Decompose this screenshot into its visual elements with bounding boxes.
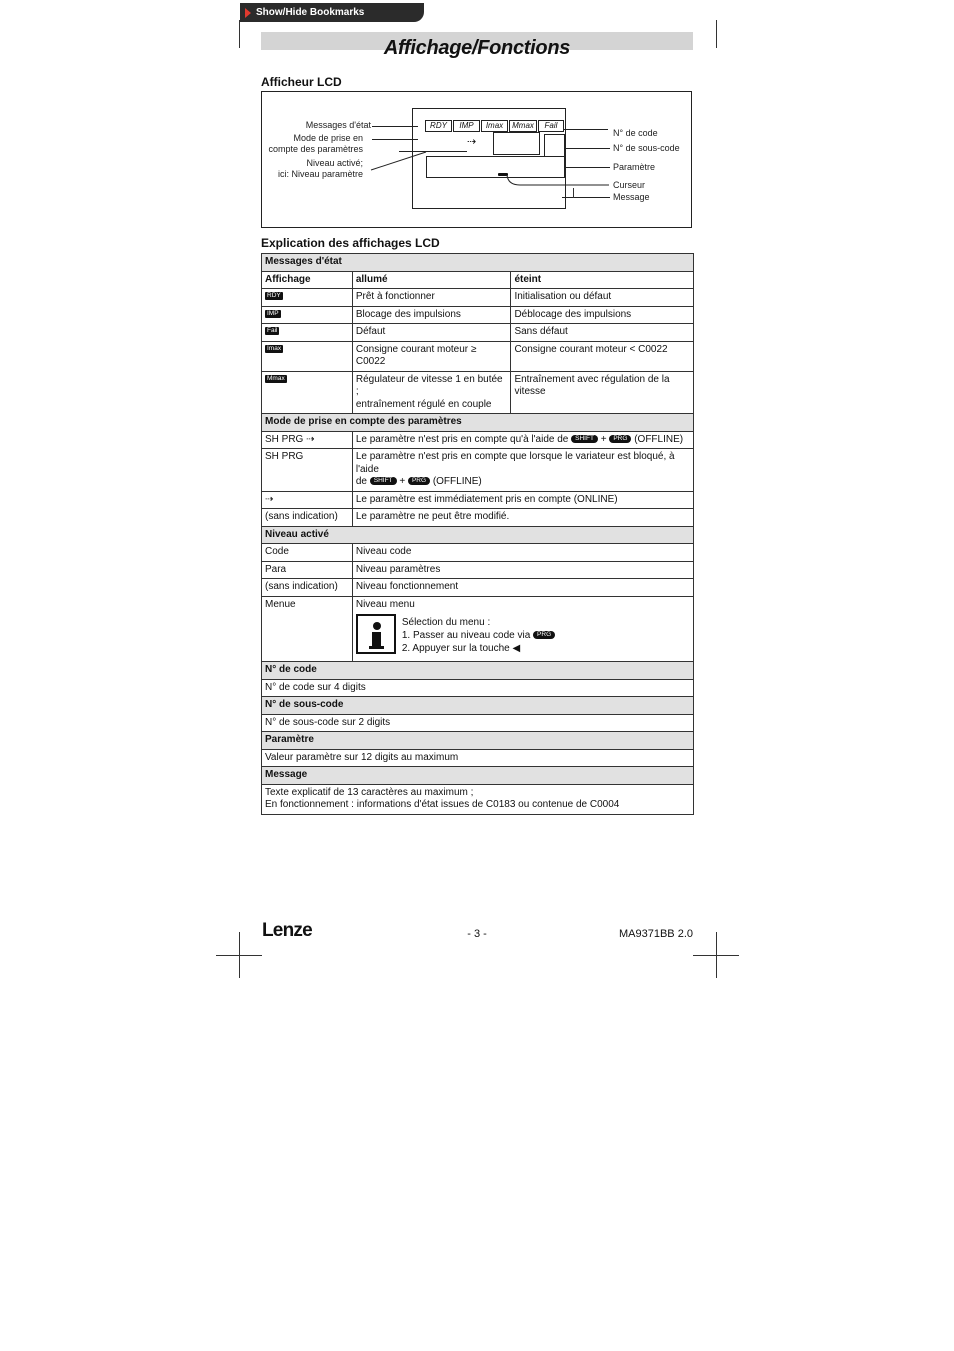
status-badge: Fail [267,327,278,335]
document-id: MA9371BB 2.0 [619,928,693,940]
table-row [262,714,694,732]
lcd-tag: Mmax [509,120,537,132]
left-circle-arrow-icon: ◀ [512,643,521,654]
table-row [262,679,694,697]
cell: Niveau code [352,544,693,562]
crop-mark [716,20,717,48]
page-title: Affichage/Fonctions [383,37,571,59]
cell: Le paramètre est immédiatement pris en compte (ONLINE) [352,491,693,509]
online-arrow-icon: ⇢ [467,136,477,148]
info-icon [356,614,396,654]
cell: Prêt à fonctionner [352,289,511,307]
table-row [262,324,694,342]
cell: Le paramètre n'est pris en compte que lorsque le variateur est bloqué, à l'aide de SHIFT + PRG (OFFLINE) [352,449,693,492]
section-header-etat: Messages d'état [262,254,694,272]
status-badge: Imax [267,344,282,352]
bookmark-tab-label: Show/Hide Bookmarks [256,7,365,18]
cell: Initialisation ou défaut [511,289,694,307]
label-niveau-l1: Niveau activé; [306,158,363,168]
section-header-souscode: N° de sous-code [262,697,694,715]
table-row [262,449,694,492]
cell: Niveau fonctionnement [352,579,693,597]
lcd-diagram [261,91,692,228]
cell: Consigne courant moteur ≥ C0022 [352,341,511,371]
lcd-screen [412,108,566,209]
label-mode-l1: Mode de prise en [293,133,363,143]
shift-key-icon: SHIFT [370,477,397,485]
subcode-field [544,134,565,157]
lcd-explanation-table [261,253,694,815]
label-code: N° de code [613,128,658,138]
crop-mark [693,955,739,956]
table-row [262,371,694,414]
status-badge: Mmax [267,374,285,382]
cell: Défaut [352,324,511,342]
table-row [262,491,694,509]
cell: Para [262,561,353,579]
crop-mark [216,955,262,956]
status-badge: IMP [267,309,279,317]
cell: (sans indication) [262,509,353,527]
cell: Consigne courant moteur < C0022 [511,341,694,371]
code-field [493,132,540,155]
cell: Valeur paramètre sur 12 digits au maximum [262,749,694,767]
section-header-parametre: Paramètre [262,732,694,750]
table-row [262,784,694,814]
show-hide-bookmarks-button[interactable] [240,3,424,22]
table-row [262,596,694,662]
lcd-tag: IMP [453,120,480,132]
label-messages-etat: Messages d'état [305,120,371,130]
cell: (sans indication) [262,579,353,597]
cell: Le paramètre ne peut être modifié. [352,509,693,527]
lenze-logo: Lenze [262,920,312,941]
cell [262,491,353,509]
lcd-tag: Fail [538,120,564,132]
col-header-eteint: éteint [511,271,694,289]
info-note: Sélection du menu : 1. Passer au niveau code via PRG 2. Appuyer sur la touche ◀ [356,611,690,659]
label-message: Message [613,192,650,202]
label-mode-l2: compte des paramètres [268,144,363,154]
cell: Menue [262,596,353,662]
page-number: - 3 - [467,928,487,940]
online-arrow-icon: ⇢ [265,493,274,505]
cell: Déblocage des impulsions [511,306,694,324]
explication-heading: Explication des affichages LCD [261,236,440,250]
lcd-section-heading: Afficheur LCD [261,75,342,89]
section-header-niveau: Niveau activé [262,526,694,544]
prg-key-icon: PRG [408,477,430,485]
table-row [262,431,694,449]
cell: Blocage des impulsions [352,306,511,324]
cell: Niveau paramètres [352,561,693,579]
label-curseur: Curseur [613,180,646,190]
cell: Régulateur de vitesse 1 en butée ; entraînement régulé en couple [352,371,511,414]
table-row [262,289,694,307]
cell: SH PRG ⇢ [262,431,353,449]
prg-key-icon: PRG [609,435,631,443]
shift-key-icon: SHIFT [571,435,598,443]
cell: Le paramètre n'est pris en compte qu'à l'aide de SHIFT + PRG (OFFLINE) [352,431,693,449]
table-row [262,509,694,527]
online-arrow-icon: ⇢ [306,433,315,445]
label-niveau-l2: ici: Niveau paramètre [277,169,363,179]
triangle-right-icon [245,8,251,18]
section-header-mode: Mode de prise en compte des paramètres [262,414,694,432]
table-row [262,306,694,324]
section-header-code: N° de code [262,662,694,680]
cell: Sans défaut [511,324,694,342]
cell: N° de sous-code sur 2 digits [262,714,694,732]
table-row [262,749,694,767]
cell: Texte explicatif de 13 caractères au maximum ; En fonctionnement : informations d'état issues de C0183 ou contenue de C0004 [262,784,694,814]
cell: Niveau menu Sélection du menu : 1. Passer au niveau code via PRG 2. Appuyer sur la touche ◀ [352,596,693,662]
prg-key-icon: PRG [533,631,555,639]
lcd-tag: Imax [481,120,508,132]
table-row [262,341,694,371]
cell: SH PRG [262,449,353,492]
status-badge: RDY [267,292,281,300]
crop-mark [239,20,240,48]
cell: N° de code sur 4 digits [262,679,694,697]
section-header-message: Message [262,767,694,785]
table-row [262,579,694,597]
cell: Entraînement avec régulation de la vitesse [511,371,694,414]
cell: Code [262,544,353,562]
col-header-allume: allumé [352,271,511,289]
label-parametre: Paramètre [613,162,656,172]
lcd-tag: RDY [425,120,452,132]
table-row [262,544,694,562]
label-subcode: N° de sous-code [613,143,680,153]
col-header-affichage: Affichage [262,271,353,289]
table-row [262,561,694,579]
